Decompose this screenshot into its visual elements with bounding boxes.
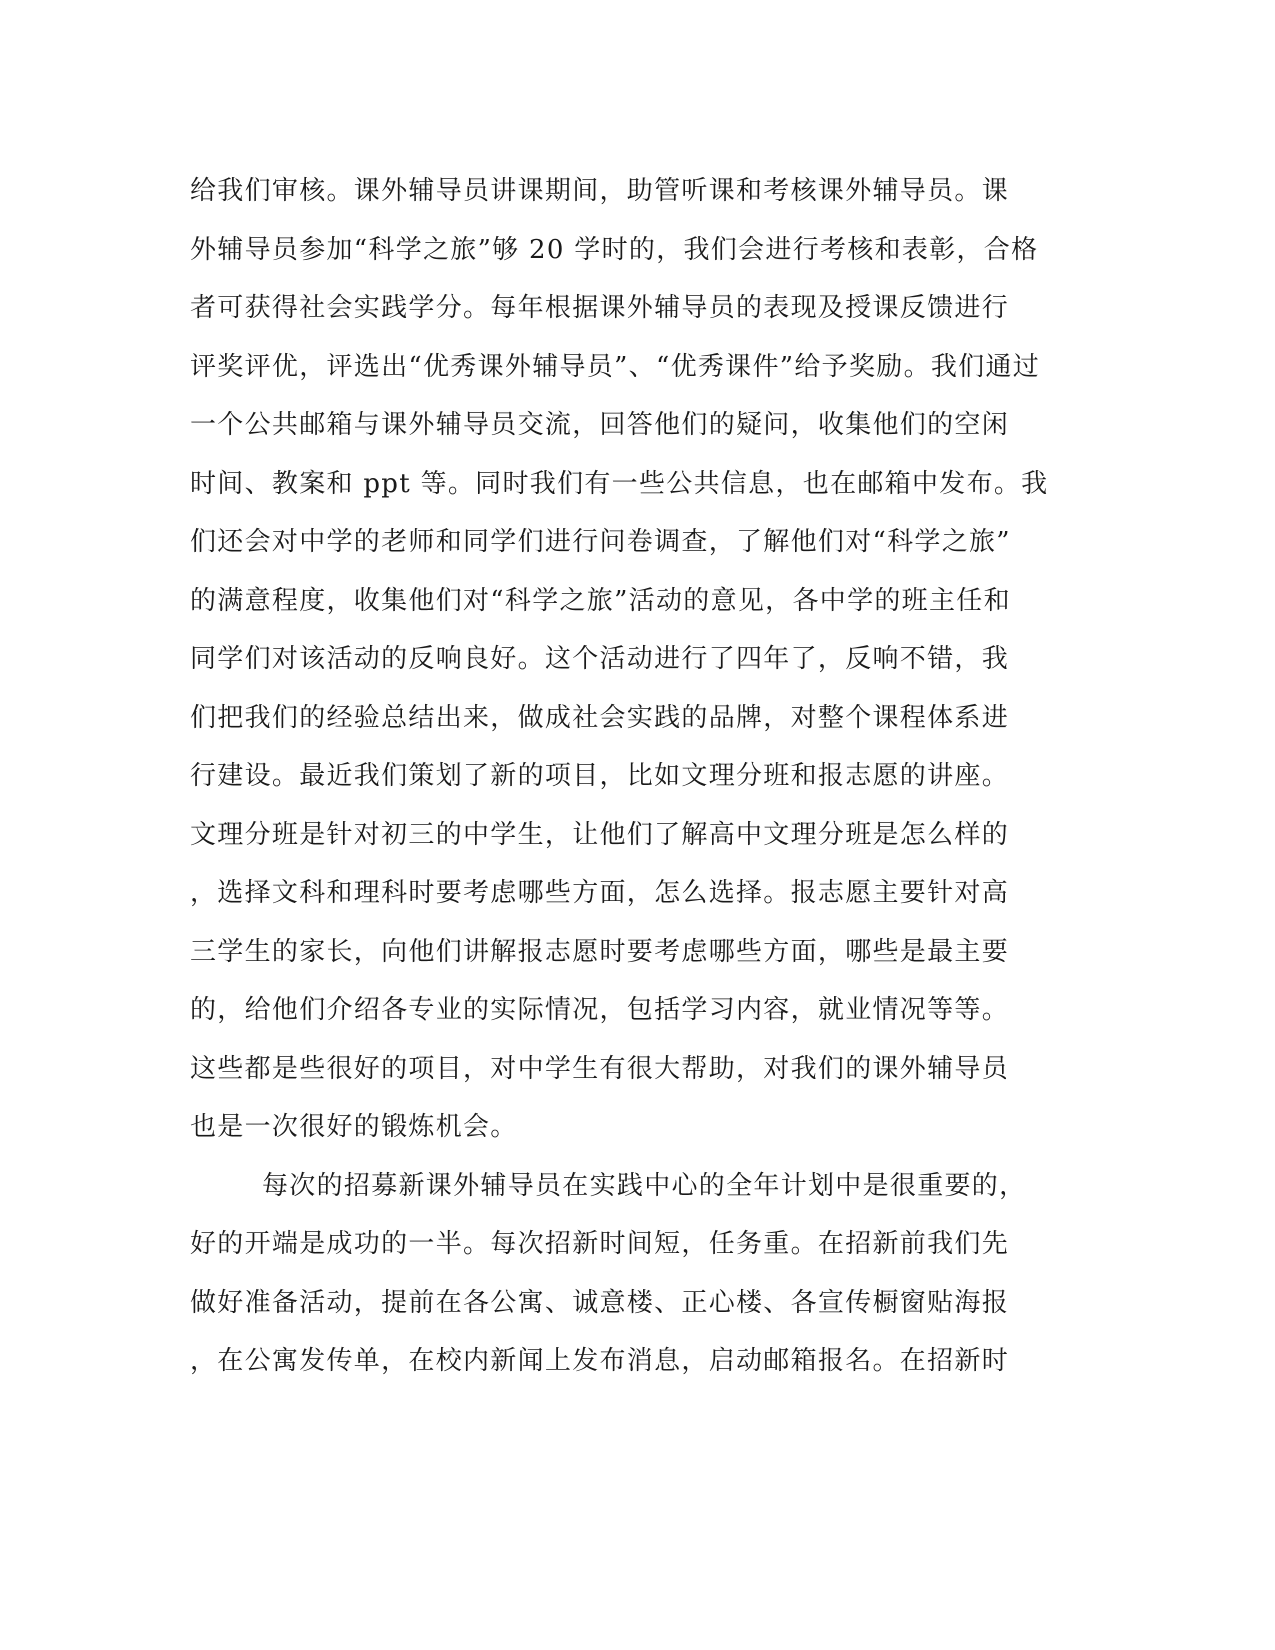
body-text <box>190 162 1090 1391</box>
text-line: 好的开端是成功的一半。每次招新时间短，任务重。在招新前我们先 <box>190 1229 1010 1259</box>
text-line: 三学生的家长，向他们讲解报志愿时要考虑哪些方面，哪些是最主要 <box>190 936 1010 967</box>
text-line: 们还会对中学的老师和同学们进行问卷调查，了解他们对“科学之旅” <box>190 527 1011 557</box>
text-line: 一个公共邮箱与课外辅导员交流，回答他们的疑问，收集他们的空闲 <box>190 410 1010 440</box>
text-line: 同学们对该活动的反响良好。这个活动进行了四年了，反响不错，我 <box>190 644 1010 674</box>
text-line: 文理分班是针对初三的中学生，让他们了解高中文理分班是怎么样的 <box>190 819 1010 850</box>
text-line: 给我们审核。课外辅导员讲课期间，助管听课和考核课外辅导员。课 <box>190 176 1010 206</box>
text-line: 行建设。最近我们策划了新的项目，比如文理分班和报志愿的讲座。 <box>190 761 1010 791</box>
text-line: 者可获得社会实践学分。每年根据课外辅导员的表现及授课反馈进行 <box>190 293 1010 323</box>
text-line: ，在公寓发传单，在校内新闻上发布消息，启动邮箱报名。在招新时 <box>190 1346 1010 1376</box>
text-line: 的，给他们介绍各专业的实际情况，包括学习内容，就业情况等等。 <box>190 995 1010 1025</box>
text-line: 做好准备活动，提前在各公寓、诚意楼、正心楼、各宣传橱窗贴海报 <box>190 1287 1010 1318</box>
text-line: 也是一次很好的锻炼机会。 <box>190 1112 518 1142</box>
paragraph-start-line: 每次的招募新课外辅导员在实践中心的全年计划中是很重要的， <box>262 1170 1027 1201</box>
text-line: 时间、教案和 ppt 等。同时我们有一些公共信息，也在邮箱中发布。我 <box>190 468 1049 499</box>
text-line: 评奖评优，评选出“优秀课外辅导员”、“优秀课件”给予奖励。我们通过 <box>190 351 1041 382</box>
text-line: ，选择文科和理科时要考虑哪些方面，怎么选择。报志愿主要针对高 <box>190 878 1010 908</box>
text-line: 们把我们的经验总结出来，做成社会实践的品牌，对整个课程体系进 <box>190 702 1010 733</box>
text-line: 的满意程度，收集他们对“科学之旅”活动的意见，各中学的班主任和 <box>190 585 1011 616</box>
text-line: 外辅导员参加“科学之旅”够 20 学时的，我们会进行考核和表彰，合格 <box>190 234 1039 265</box>
text-line: 这些都是些很好的项目，对中学生有很大帮助，对我们的课外辅导员 <box>190 1053 1010 1084</box>
